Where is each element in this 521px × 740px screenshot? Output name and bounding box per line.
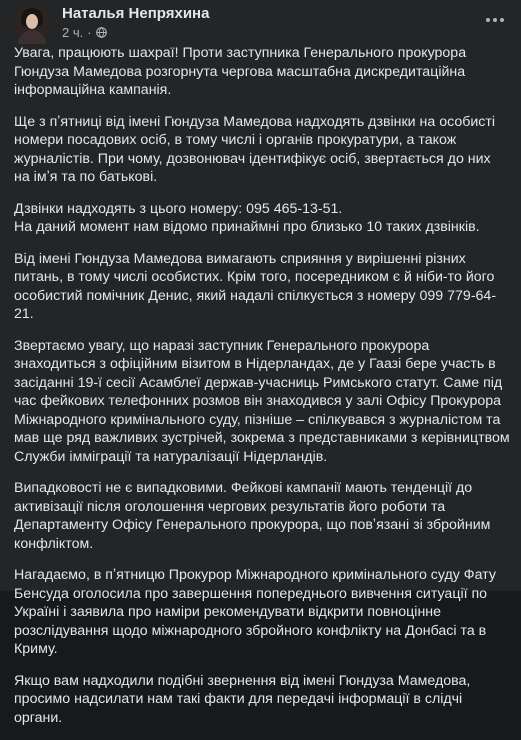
post-paragraph-5: Звертаємо увагу, що наразі заступник Генерального прокурора знаходиться з офіційним візитом в Нідерландах, де у Гаазі бере участь в засіданні 19-ї сесії Асамблеї держав-учасниць Римського статут. Саме під час фейкових телефонних розмов він знаходився у залі Офісу Прокурора Міжнародного кримінального суду, пізніше – спілкувався з журналістом та мав ще ряд важливих зустрічей, зокрема з представниками з керівництвом Служби імміграції та натуралізації Нідерландів. <box>14 337 510 465</box>
post-meta <box>62 25 107 40</box>
avatar-shoulders <box>18 30 46 44</box>
globe-icon <box>96 27 107 38</box>
avatar-face <box>26 14 38 29</box>
post-header <box>0 0 521 44</box>
post-paragraph-1: Увага, працюють шахраї! Проти заступника Генерального прокурора Гюндуза Мамедова розгорнута чергова масштабна дискредитаційна інформаційна кампанія. <box>14 45 467 98</box>
author-name[interactable]: Наталья Непряхина <box>62 5 210 22</box>
post-paragraph-6: Випадковості не є випадковими. Фейкові кампанії мають тенденції до активізації після оголошення чергових результатів його роботи та Департаменту Офісу Генерального прокурора, що повʼязані зі збройним конфліктом. <box>14 480 491 552</box>
more-options-button[interactable] <box>483 8 507 32</box>
post-time[interactable]: 2 ч. <box>62 25 84 40</box>
post-body <box>14 44 510 740</box>
post-paragraph-3: Дзвінки надходять з цього номеру: 095 465-13-51. На даний момент нам відомо принаймні про близько 10 таких дзвінків. <box>14 200 480 235</box>
post-paragraph-8: Якщо вам надходили подібні звернення від імені Гюндуза Мамедова, просимо надсилати нам такі факти для передачі інформації в слідчі органи. <box>14 672 471 726</box>
post-paragraph-7: Нагадаємо, в пʼятницю Прокурор Міжнародного кримінального суду Фату Бенсуда оголосила про завершення попереднього вивчення ситуації по Україні і заявила про наміри рекомендувати відкрити повноцінне розслідування щодо міжнародного збройного конфлікту на Донбасі та в Криму. <box>14 567 496 657</box>
meta-separator: · <box>87 25 92 40</box>
post-paragraph-2: Ще з пʼятниці від імені Гюндуза Мамедова надходять дзвінки на особисті номери посадових осіб, в тому числі і органів прокуратури, а також журналістів. При чому, дозвонювач ідентифікує осіб, звертається до них на імʼя та по батькові. <box>14 113 496 185</box>
avatar[interactable] <box>14 4 50 40</box>
more-horizontal-icon <box>485 17 505 23</box>
post-paragraph-4: Від імені Гюндуза Мамедова вимагають сприяння у вирішенні різних питань, в тому числі особистих. Крім того, посередником є й ніби-то його особистий помічник Денис, який надалі спілкується з номеру 099 779-64-21. <box>14 250 497 322</box>
